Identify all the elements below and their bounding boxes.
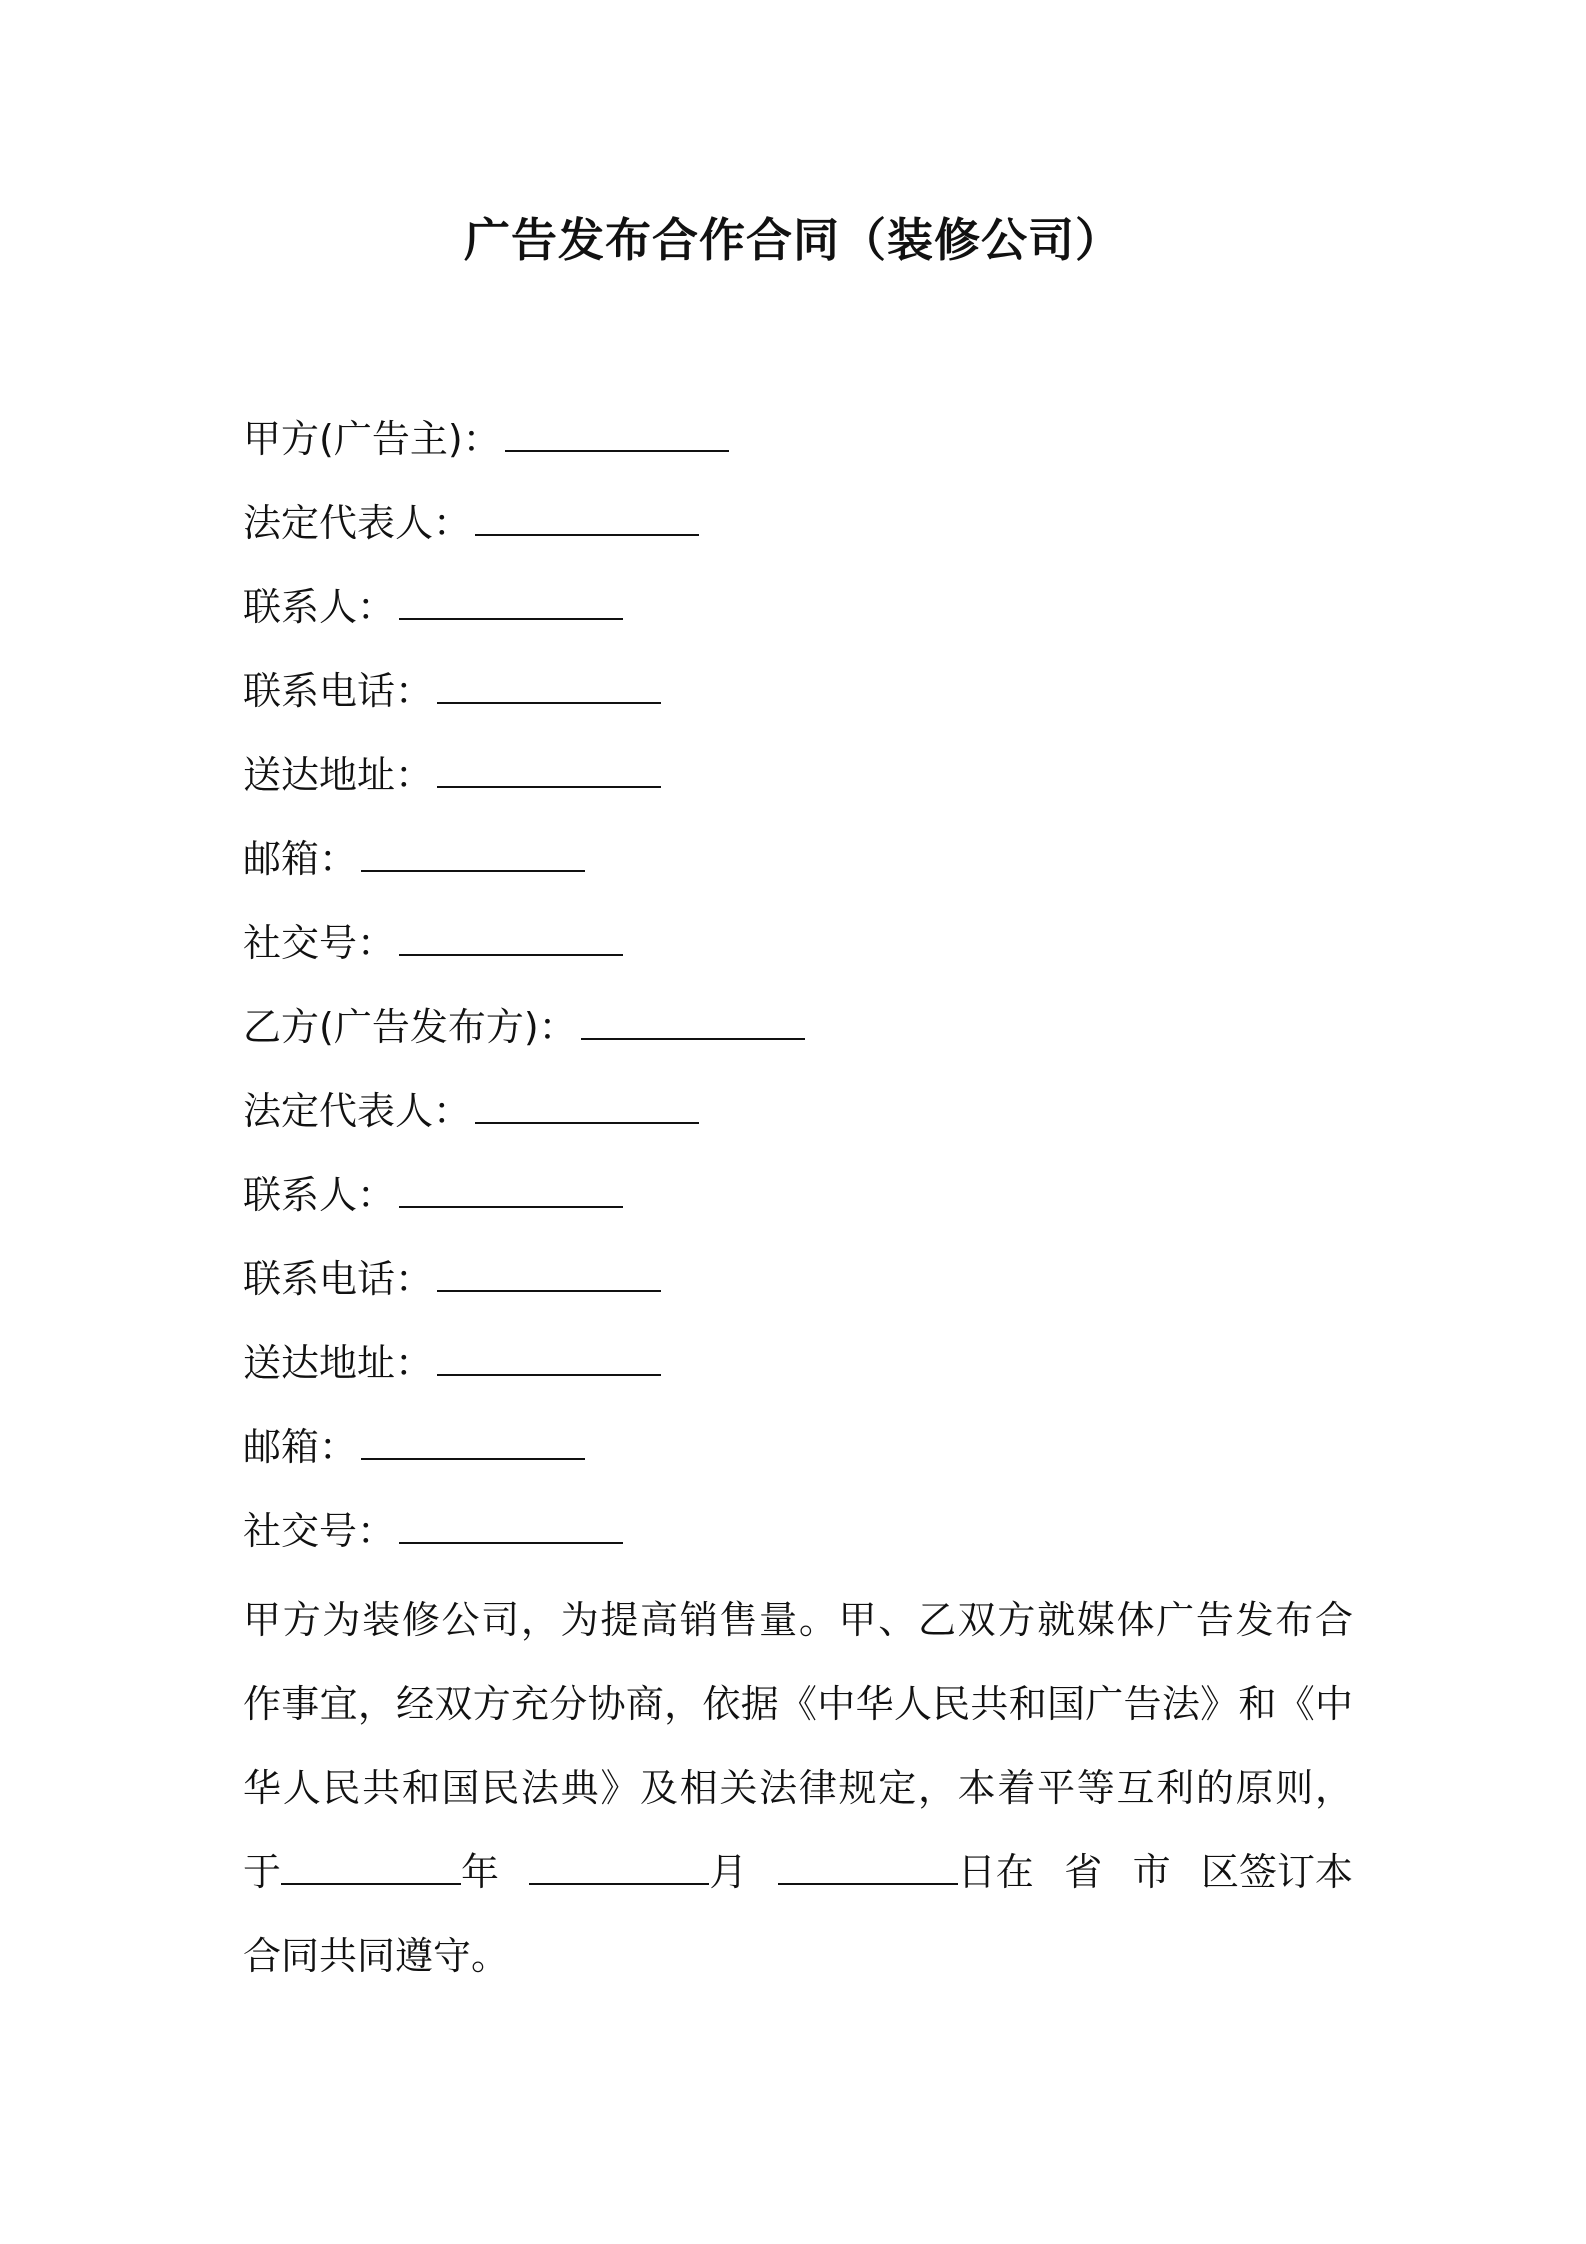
field-label: 联系电话： — [243, 669, 434, 713]
day-place-label: 日在 — [957, 1850, 1034, 1894]
preamble-line-2: 作事宜，经双方充分协商，依据《中华人民共和国广告法》和《中 — [243, 1682, 1353, 1726]
party-a-phone-field — [243, 662, 1363, 746]
city-label: 市 — [1132, 1850, 1171, 1894]
party-b-address-field — [243, 1334, 1363, 1418]
day-segment — [778, 1830, 1034, 1914]
year-segment — [243, 1830, 499, 1914]
document-title: 广告发布合作合同（装修公司） — [464, 213, 1122, 267]
preamble-paragraph — [243, 1578, 1353, 1998]
field-label: 联系电话： — [243, 1257, 434, 1301]
fill-blank[interactable] — [475, 494, 699, 536]
signing-date-line — [243, 1830, 1353, 1914]
party-a-contact-field — [243, 578, 1363, 662]
fill-blank[interactable] — [505, 410, 729, 452]
preamble-line-1: 甲方为装修公司，为提高销售量。甲、乙双方就媒体广告发布合 — [243, 1598, 1353, 1642]
party-a-email-field — [243, 830, 1363, 914]
party-b-phone-field — [243, 1250, 1363, 1334]
fill-blank[interactable] — [437, 1250, 661, 1292]
party-b-name-field — [243, 998, 1363, 1082]
year-label: 年 — [461, 1850, 500, 1894]
district-label: 区签订本 — [1200, 1850, 1353, 1894]
field-label: 乙方(广告发布方)： — [243, 1005, 577, 1049]
party-b-email-field — [243, 1418, 1363, 1502]
month-label: 月 — [709, 1850, 748, 1894]
field-label: 甲方(广告主)： — [243, 417, 501, 461]
fill-blank[interactable] — [581, 998, 805, 1040]
preamble-line-5: 合同共同遵守。 — [243, 1934, 510, 1978]
fill-blank[interactable] — [437, 746, 661, 788]
fill-blank[interactable] — [399, 1166, 623, 1208]
field-label: 邮箱： — [243, 1425, 358, 1469]
field-label: 联系人： — [243, 1173, 396, 1217]
party-b-contact-field — [243, 1166, 1363, 1250]
field-label: 送达地址： — [243, 1341, 434, 1385]
month-blank[interactable] — [529, 1843, 709, 1885]
party-b-legal-rep-field — [243, 1082, 1363, 1166]
field-label: 邮箱： — [243, 837, 358, 881]
party-a-address-field — [243, 746, 1363, 830]
field-label: 社交号： — [243, 1509, 396, 1553]
day-blank[interactable] — [778, 1843, 958, 1885]
fill-blank[interactable] — [475, 1082, 699, 1124]
fill-blank[interactable] — [361, 830, 585, 872]
preamble-line-3: 华人民共和国民法典》及相关法律规定，本着平等互利的原则， — [243, 1766, 1353, 1810]
field-label: 法定代表人： — [243, 1089, 472, 1133]
month-segment — [529, 1830, 747, 1914]
date-prefix: 于 — [243, 1850, 282, 1894]
fill-blank[interactable] — [437, 662, 661, 704]
fill-blank[interactable] — [399, 914, 623, 956]
field-label: 法定代表人： — [243, 501, 472, 545]
party-b-social-field — [243, 1502, 1363, 1586]
fill-blank[interactable] — [361, 1418, 585, 1460]
fill-blank[interactable] — [399, 578, 623, 620]
party-a-legal-rep-field — [243, 494, 1363, 578]
field-label: 社交号： — [243, 921, 396, 965]
party-a-social-field — [243, 914, 1363, 998]
fill-blank[interactable] — [399, 1502, 623, 1544]
year-blank[interactable] — [281, 1843, 461, 1885]
party-a-name-field — [243, 410, 1363, 494]
province-label: 省 — [1064, 1850, 1103, 1894]
fill-blank[interactable] — [437, 1334, 661, 1376]
field-label: 联系人： — [243, 585, 396, 629]
party-fields — [243, 410, 1363, 1586]
field-label: 送达地址： — [243, 753, 434, 797]
